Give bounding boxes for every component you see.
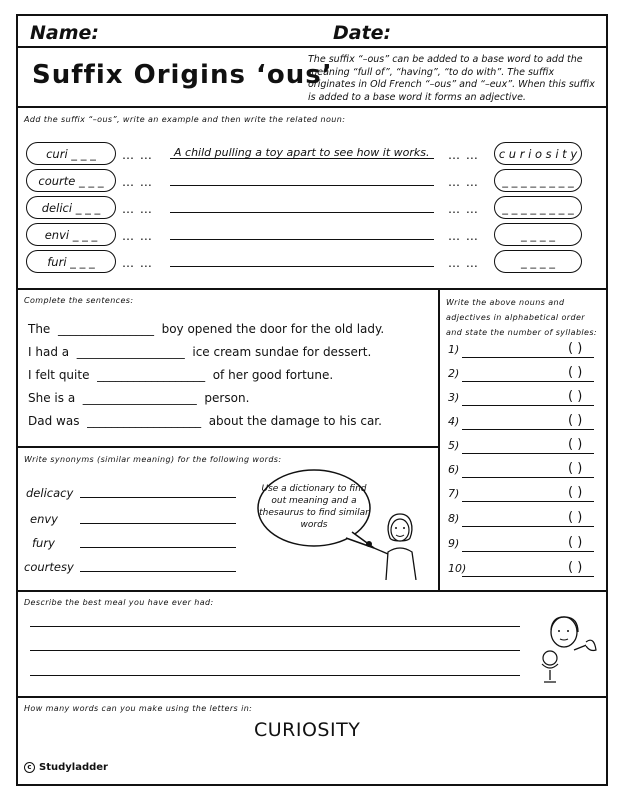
syllable-box[interactable]: ( ) bbox=[568, 413, 583, 428]
example-line[interactable] bbox=[170, 185, 434, 186]
dots: … … bbox=[448, 175, 479, 189]
name-label: Name: bbox=[30, 22, 100, 44]
syllable-box[interactable]: ( ) bbox=[568, 437, 583, 452]
answer-line[interactable] bbox=[462, 526, 594, 527]
section5-instruction: Describe the best meal you have ever had: bbox=[24, 598, 214, 607]
item-number: 8) bbox=[448, 512, 460, 525]
syllable-box[interactable]: ( ) bbox=[568, 510, 583, 525]
answer-line[interactable] bbox=[462, 429, 594, 430]
synonym-line[interactable] bbox=[80, 497, 236, 498]
syllable-box[interactable]: ( ) bbox=[568, 535, 583, 550]
answer-line[interactable] bbox=[462, 357, 594, 358]
syllable-box[interactable]: ( ) bbox=[568, 560, 583, 575]
date-field[interactable] bbox=[382, 42, 592, 43]
dots: … … bbox=[448, 202, 479, 216]
answer-line[interactable] bbox=[462, 381, 594, 382]
meal-line[interactable] bbox=[30, 675, 520, 676]
syllable-box[interactable]: ( ) bbox=[568, 341, 583, 356]
intro-text: The suffix “–ous” can be added to a base word to add the meaning “full of”, “having”, “to do with”. The suffix originates in Old French “–ous” and “–eux”. When this suffix is added to a base word it forms an adjective. bbox=[308, 54, 595, 103]
girl-pointing-icon bbox=[364, 508, 434, 580]
synonym-word: courtesy bbox=[24, 560, 74, 574]
answer-line[interactable] bbox=[462, 551, 594, 552]
stem-pill: courte _ _ _ bbox=[26, 169, 116, 192]
section2-instruction: Complete the sentences: bbox=[24, 296, 134, 305]
date-label: Date: bbox=[333, 22, 392, 44]
section6-instruction: How many words can you make using the letters in: bbox=[24, 704, 253, 713]
sentence[interactable]: The ________________ boy opened the door for the old lady. bbox=[28, 322, 385, 336]
dots: … … bbox=[122, 256, 153, 270]
item-number: 10) bbox=[448, 562, 467, 575]
divider bbox=[16, 446, 438, 448]
section3-instruction: Write the above nouns and adjectives in alphabetical order and state the number of syllables: bbox=[446, 298, 598, 337]
syllable-box[interactable]: ( ) bbox=[568, 365, 583, 380]
divider bbox=[16, 590, 608, 592]
copyright-icon: c bbox=[24, 762, 35, 773]
synonym-line[interactable] bbox=[80, 547, 236, 548]
syllable-box[interactable]: ( ) bbox=[568, 389, 583, 404]
item-number: 5) bbox=[448, 439, 460, 452]
item-number: 2) bbox=[448, 367, 460, 380]
dots: … … bbox=[448, 229, 479, 243]
dots: … … bbox=[122, 175, 153, 189]
sentence[interactable]: She is a ___________________ person. bbox=[28, 391, 250, 405]
sentence[interactable]: Dad was ___________________ about the damage to his car. bbox=[28, 414, 382, 428]
answer-line[interactable] bbox=[462, 453, 594, 454]
example-line[interactable] bbox=[170, 158, 434, 159]
item-number: 4) bbox=[448, 415, 460, 428]
stem-pill: furi _ _ _ bbox=[26, 250, 116, 273]
divider bbox=[16, 696, 608, 698]
divider bbox=[16, 106, 608, 108]
dots: … … bbox=[448, 256, 479, 270]
name-field[interactable] bbox=[85, 42, 305, 43]
synonym-word: envy bbox=[30, 512, 58, 526]
synonym-word: delicacy bbox=[26, 486, 74, 500]
dots: … … bbox=[448, 148, 479, 162]
noun-pill[interactable]: _ _ _ _ bbox=[494, 223, 582, 246]
item-number: 3) bbox=[448, 391, 460, 404]
noun-pill[interactable]: _ _ _ _ bbox=[494, 250, 582, 273]
noun-pill[interactable]: _ _ _ _ _ _ _ _ bbox=[494, 169, 582, 192]
example-line[interactable] bbox=[170, 239, 434, 240]
curiosity-word: CURIOSITY bbox=[254, 719, 361, 741]
page-title: Suffix Origins ‘ous’ bbox=[32, 60, 333, 90]
example-text: A child pulling a toy apart to see how it works. bbox=[174, 146, 430, 159]
noun-pill[interactable]: c u r i o s i t y bbox=[494, 142, 582, 165]
synonym-line[interactable] bbox=[80, 523, 236, 524]
answer-line[interactable] bbox=[462, 501, 594, 502]
stem-pill: envi _ _ _ bbox=[26, 223, 116, 246]
answer-line[interactable] bbox=[462, 576, 594, 577]
synonym-word: fury bbox=[32, 536, 55, 550]
brand-name: Studyladder bbox=[39, 762, 108, 773]
answer-line[interactable] bbox=[462, 477, 594, 478]
meal-line[interactable] bbox=[30, 626, 520, 627]
section1-instruction: Add the suffix “–ous”, write an example and then write the related noun: bbox=[24, 115, 346, 124]
meal-line[interactable] bbox=[30, 650, 520, 651]
dots: … … bbox=[122, 148, 153, 162]
syllable-box[interactable]: ( ) bbox=[568, 461, 583, 476]
dots: … … bbox=[122, 202, 153, 216]
dots: … … bbox=[122, 229, 153, 243]
copyright bbox=[24, 762, 108, 773]
item-number: 6) bbox=[448, 463, 460, 476]
syllable-box[interactable]: ( ) bbox=[568, 485, 583, 500]
item-number: 7) bbox=[448, 487, 460, 500]
answer-line[interactable] bbox=[462, 405, 594, 406]
example-line[interactable] bbox=[170, 266, 434, 267]
sentence[interactable]: I felt quite __________________ of her good fortune. bbox=[28, 368, 334, 382]
stem-pill: delici _ _ _ bbox=[26, 196, 116, 219]
stem-pill: curi _ _ _ bbox=[26, 142, 116, 165]
divider bbox=[16, 288, 608, 290]
noun-pill[interactable]: _ _ _ _ _ _ _ _ bbox=[494, 196, 582, 219]
speech-bubble-text: Use a dictionary to find out meaning and a thesaurus to find similar words bbox=[259, 484, 369, 530]
example-line[interactable] bbox=[170, 212, 434, 213]
synonym-line[interactable] bbox=[80, 571, 236, 572]
item-number: 1) bbox=[448, 343, 460, 356]
section4-instruction: Write synonyms (similar meaning) for the following words: bbox=[24, 455, 282, 464]
item-number: 9) bbox=[448, 537, 460, 550]
sentence[interactable]: I had a __________________ ice cream sundae for dessert. bbox=[28, 345, 372, 359]
divider bbox=[438, 288, 440, 590]
girl-eating-icon bbox=[536, 606, 600, 686]
